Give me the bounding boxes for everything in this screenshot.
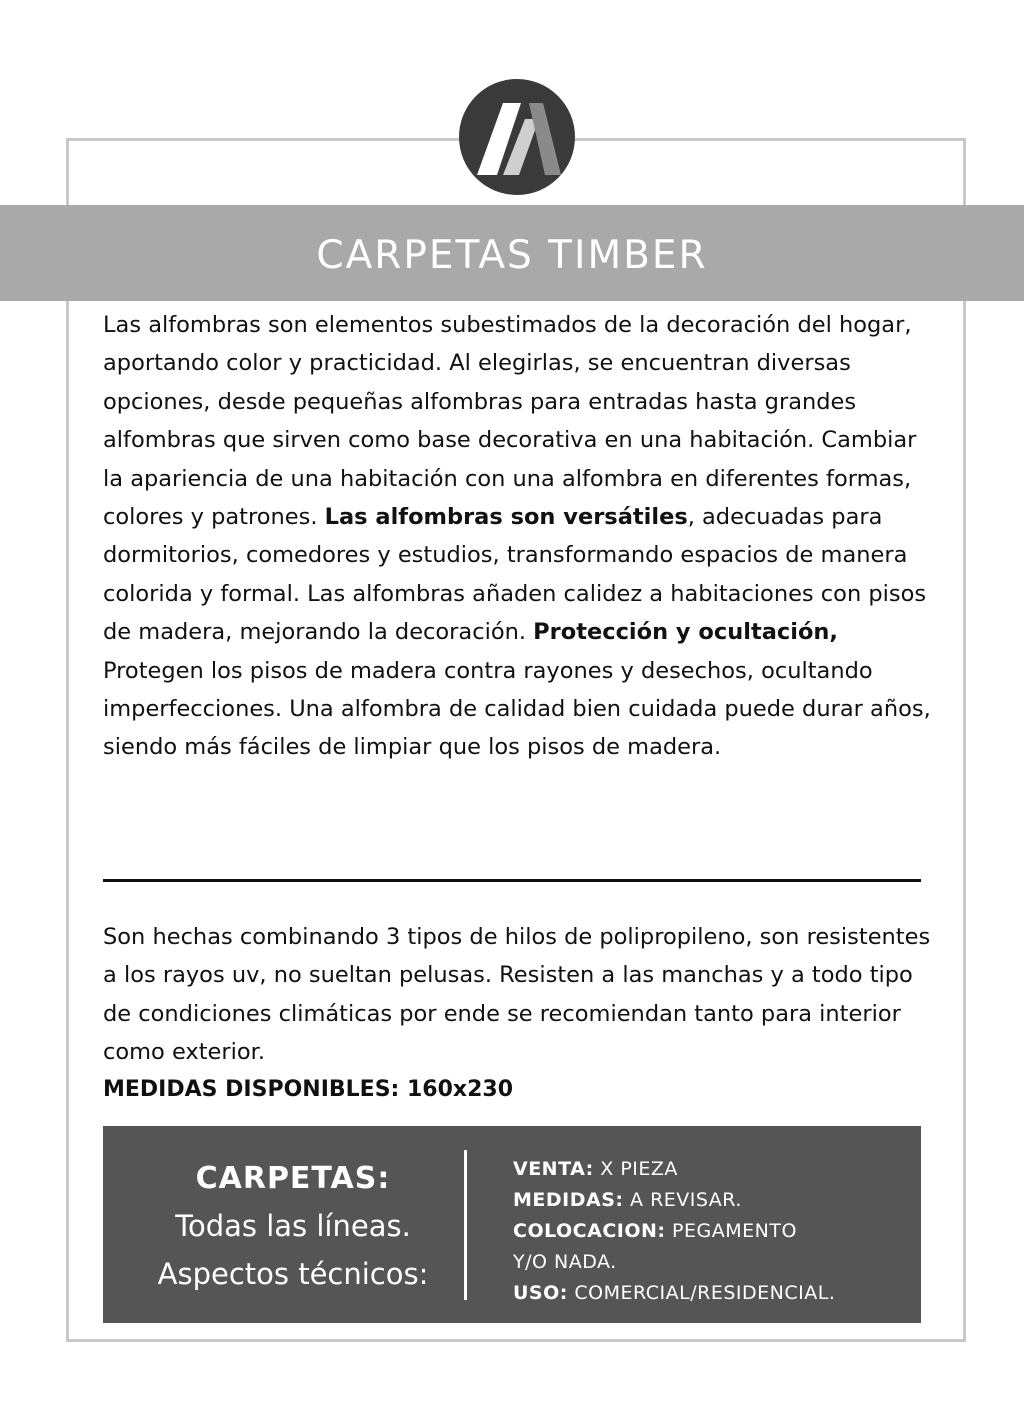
intro-text-1: Las alfombras son elementos subestimados de la decoración del hogar, aportando color y practicidad. Al elegirlas, se encuentran diversas opciones, desde pequeñas alfombras para entradas hasta grandes alfombras que sirven como base decorativa en una habitación. Cambiar la apariencia de una habitación con una alfombra en diferentes formas, colores y patrones. xyxy=(103,312,917,531)
info-box-right xyxy=(513,1154,913,1309)
info-key: COLOCACION: xyxy=(513,1220,666,1242)
info-divider xyxy=(464,1150,467,1300)
info-value: COMERCIAL/RESIDENCIAL. xyxy=(567,1282,836,1304)
info-row-colocacion xyxy=(513,1216,913,1247)
info-line-1: Todas las líneas. xyxy=(175,1209,411,1243)
intro-paragraph xyxy=(103,306,933,767)
info-key: USO: xyxy=(513,1282,568,1304)
intro-bold-protection: Protección y ocultación, xyxy=(533,619,838,646)
intro-text-3: Protegen los pisos de madera contra rayones y desechos, ocultando imperfecciones. Una alfombra de calidad bien cuidada puede durar años, siendo más fáciles de limpiar que los pisos de madera. xyxy=(103,657,931,761)
info-heading: CARPETAS: xyxy=(195,1161,391,1196)
available-sizes: MEDIDAS DISPONIBLES: 160x230 xyxy=(103,1077,514,1102)
info-row-venta xyxy=(513,1154,913,1185)
info-line-2: Aspectos técnicos: xyxy=(157,1257,429,1291)
info-row-medidas xyxy=(513,1185,913,1216)
specs-paragraph: Son hechas combinando 3 tipos de hilos de polipropileno, son resistentes a los rayos uv, no sueltan pelusas. Resisten a las manchas y a todo tipo de condiciones climáticas por ende se recomiendan tanto para interior como exterior. xyxy=(103,924,931,1066)
info-key: MEDIDAS: xyxy=(513,1189,624,1211)
info-row-colocacion-cont xyxy=(513,1247,913,1278)
info-box-left xyxy=(103,1156,483,1298)
stylized-letter-m-logo-icon xyxy=(459,79,575,195)
section-divider xyxy=(103,879,921,882)
info-value: X PIEZA xyxy=(593,1158,678,1180)
info-value: Y/O NADA. xyxy=(513,1251,617,1273)
intro-bold-versatile: Las alfombras son versátiles xyxy=(324,504,688,531)
info-key: VENTA: xyxy=(513,1158,594,1180)
info-value: A REVISAR. xyxy=(623,1189,742,1211)
title-band xyxy=(0,205,1024,301)
info-row-uso xyxy=(513,1278,913,1309)
intro-text-2: , adecuadas para dormitorios, comedores y estudios, transformando espacios de manera colorida y formal. Las alfombras añaden calidez a habitaciones con pisos de madera, mejorando la decoración. xyxy=(103,504,927,646)
brand-logo xyxy=(459,79,575,195)
info-value: PEGAMENTO xyxy=(665,1220,797,1242)
info-box xyxy=(103,1126,921,1323)
page-title: CARPETAS TIMBER xyxy=(316,232,708,278)
